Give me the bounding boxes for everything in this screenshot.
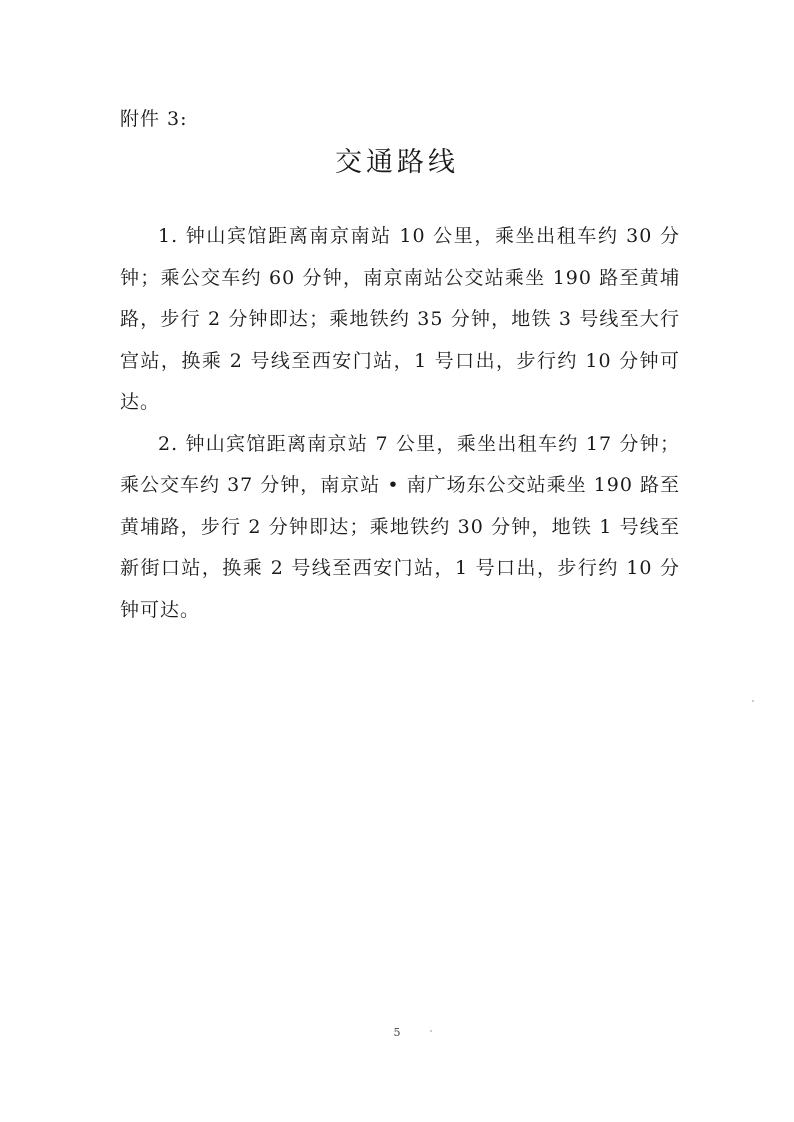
route-paragraph-2: 2. 钟山宾馆距离南京站 7 公里，乘坐出租车约 17 分钟；乘公交车约 37 分钟，南京站 • 南广场东公交站乘坐 190 路至黄埔路，步行 2 分钟即达；乘地铁约 30 分钟，地铁 1 号线至新街口站，换乘 2 号线至西安门站，1 号口出，步行约 10 分钟可达。 (120, 432, 680, 621)
scan-speck (752, 700, 754, 702)
attachment-label: 附件 3: (120, 108, 188, 130)
scan-speck (430, 1030, 432, 1032)
document-body (120, 216, 680, 631)
page-title: 交通路线 (335, 147, 459, 178)
route-paragraph-1: 1. 钟山宾馆距离南京南站 10 公里，乘坐出租车约 30 分钟；乘公交车约 60 分钟，南京南站公交站乘坐 190 路至黄埔路，步行 2 分钟即达；乘地铁约 35 分钟，地铁 3 号线至大行宫站，换乘 2 号线至西安门站，1 号口出，步行约 10 分钟可达。 (120, 225, 680, 413)
page-number: 5 (393, 1026, 401, 1039)
